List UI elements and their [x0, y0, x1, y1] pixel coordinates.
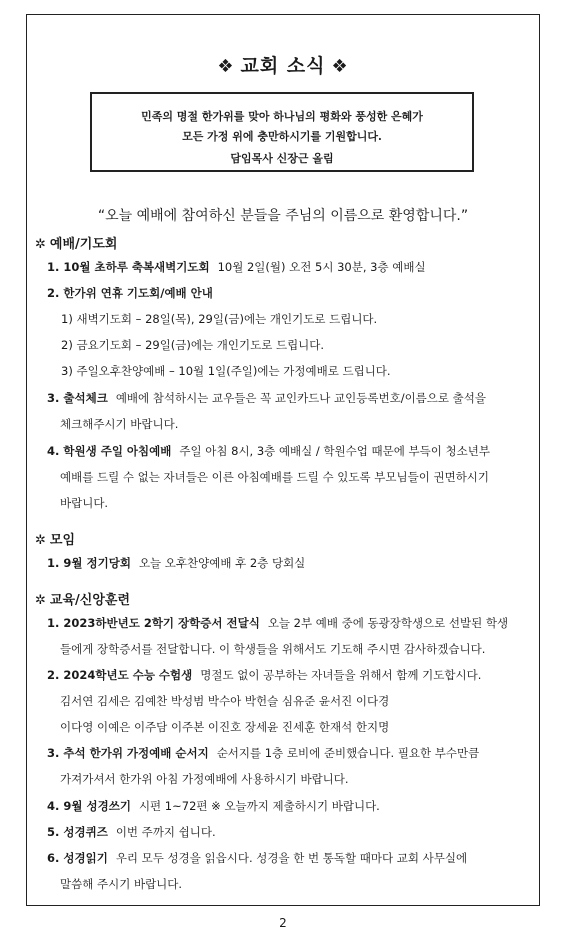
- worship-item-4-cont-1: 예배를 드릴 수 없는 자녀들은 이른 아침예배를 드릴 수 있도록 부모님들이 권면하시기: [60, 470, 490, 484]
- diamond-ornament-icon: ❖: [331, 56, 349, 77]
- item-label: 2. 2024학년도 수능 수험생: [47, 668, 193, 682]
- item-label: 6. 성경읽기: [47, 851, 108, 865]
- asterisk-bullet-icon: ✲: [35, 237, 46, 252]
- item-text: 이번 주까지 쉽니다.: [115, 825, 216, 839]
- education-item-2-names-1: 김서연 김세은 김예찬 박성범 박수아 박헌슬 심유준 윤서진 이다경: [60, 694, 390, 708]
- worship-item-2: [47, 285, 213, 301]
- worship-item-2-sub-1: 1) 새벽기도회 – 28일(목), 29일(금)에는 개인기도로 드립니다.: [61, 312, 378, 326]
- worship-item-1: [47, 259, 426, 275]
- item-text: 10월 2일(월) 오전 5시 30분, 3층 예배실: [217, 260, 426, 274]
- item-text: 우리 모두 성경을 읽읍시다. 성경을 한 번 통독할 때마다 교회 사무실에: [115, 851, 468, 865]
- item-label: 3. 출석체크: [47, 391, 108, 405]
- item-text: 명절도 없이 공부하는 자녀들을 위해서 함께 기도합시다.: [200, 668, 482, 682]
- greeting-line-1: 민족의 명절 한가위를 맞아 하나님의 평화와 풍성한 은혜가: [141, 110, 423, 123]
- meeting-item-1: [47, 555, 305, 571]
- asterisk-bullet-icon: ✲: [35, 533, 46, 548]
- worship-item-4: [47, 443, 490, 459]
- worship-item-2-sub-3: 3) 주일오후찬양예배 – 10월 1일(주일)에는 가정예배로 드립니다.: [61, 364, 391, 378]
- diamond-ornament-icon: ❖: [217, 56, 235, 77]
- education-item-4: [47, 798, 380, 814]
- education-item-3-cont: 가져가셔서 한가위 아침 가정예배에 사용하시기 바랍니다.: [60, 772, 349, 786]
- greeting-signature: 담임목사 신장근 올림: [230, 152, 334, 165]
- page-title-text: 교회 소식: [240, 55, 326, 77]
- education-item-5: [47, 824, 216, 840]
- asterisk-bullet-icon: ✲: [35, 593, 46, 608]
- greeting-box: [90, 92, 474, 172]
- item-label: 3. 추석 한가위 가정예배 순서지: [47, 746, 209, 760]
- education-item-1-cont: 들에게 장학증서를 전달합니다. 이 학생들을 위해서도 기도해 주시면 감사하겠습니다.: [60, 642, 486, 656]
- worship-item-2-sub-2: 2) 금요기도회 – 29일(금)에는 개인기도로 드립니다.: [61, 338, 325, 352]
- education-item-2: [47, 667, 481, 683]
- page-title: [27, 51, 539, 78]
- item-label: 2. 한가위 연휴 기도회/예배 안내: [47, 286, 213, 300]
- education-item-3: [47, 745, 479, 761]
- page-number: 2: [279, 916, 287, 930]
- worship-item-3-cont: 체크해주시기 바랍니다.: [60, 417, 179, 431]
- item-text: 주일 아침 8시, 3층 예배실 / 학원수업 때문에 부득이 청소년부: [179, 444, 490, 458]
- section-heading-education: ✲ 교육/신앙훈련: [35, 593, 131, 608]
- greeting-line-2: 모든 가정 위에 충만하시기를 기원합니다.: [182, 130, 382, 143]
- item-text: 예배에 참석하시는 교우들은 꼭 교인카드나 교인등록번호/이름으로 출석을: [115, 391, 486, 405]
- worship-item-3: [47, 390, 486, 406]
- section-heading-meeting: ✲ 모임: [35, 533, 76, 548]
- item-text: 시편 1~72편 ※ 오늘까지 제출하시기 바랍니다.: [138, 799, 380, 813]
- item-label: 1. 10월 초하루 축복새벽기도회: [47, 260, 210, 274]
- item-text: 순서지를 1층 로비에 준비했습니다. 필요한 부수만큼: [216, 746, 480, 760]
- education-item-1: [47, 615, 508, 631]
- item-label: 5. 성경퀴즈: [47, 825, 108, 839]
- section-heading-worship: ✲ 예배/기도회: [35, 237, 118, 252]
- bulletin-frame: [26, 14, 540, 906]
- item-text: 오늘 2부 예배 중에 동광장학생으로 선발된 학생: [267, 616, 509, 630]
- item-label: 4. 9월 성경쓰기: [47, 799, 131, 813]
- item-label: 4. 학원생 주일 아침예배: [47, 444, 172, 458]
- welcome-message: “오늘 예배에 참여하신 분들을 주님의 이름으로 환영합니다.”: [97, 208, 469, 224]
- education-item-6-cont: 말씀해 주시기 바랍니다.: [60, 877, 183, 891]
- education-item-6: [47, 850, 467, 866]
- item-label: 1. 2023하반년도 2학기 장학증서 전달식: [47, 616, 260, 630]
- worship-item-4-cont-2: 바랍니다.: [60, 496, 109, 510]
- education-item-2-names-2: 이다영 이예은 이주담 이주본 이진호 장세윤 진세훈 한재석 한지명: [60, 720, 390, 734]
- item-text: 오늘 오후찬양예배 후 2층 당회실: [138, 556, 306, 570]
- item-label: 1. 9월 정기당회: [47, 556, 131, 570]
